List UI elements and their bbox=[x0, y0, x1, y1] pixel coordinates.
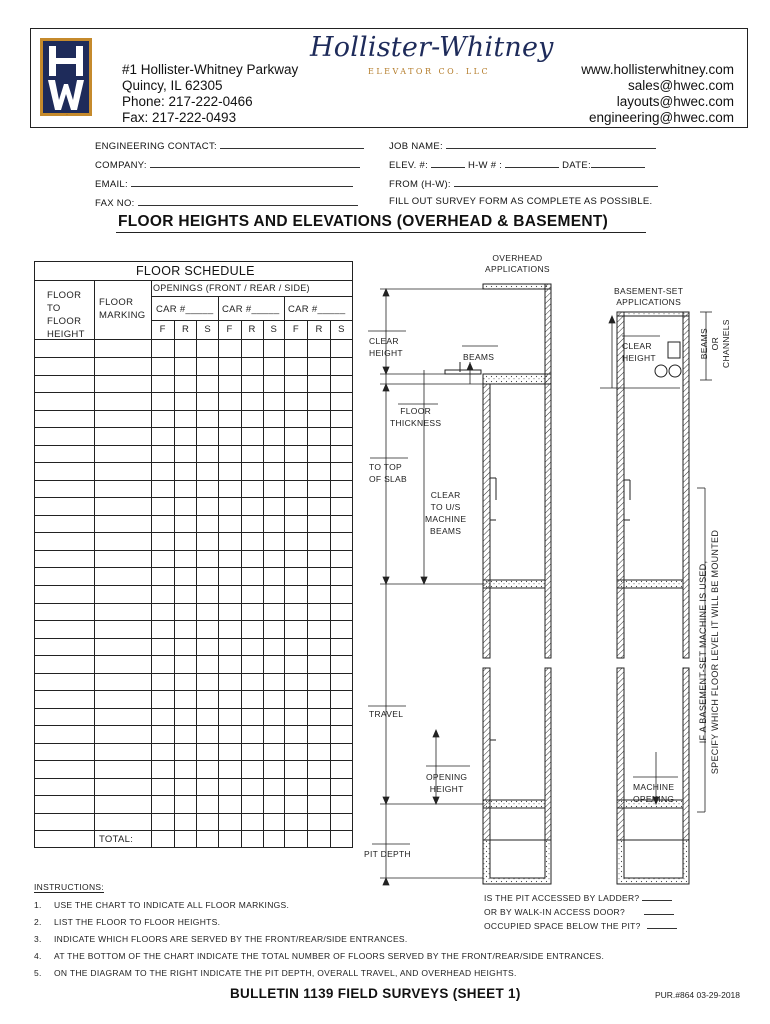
label-line: APPLICATIONS bbox=[485, 264, 550, 274]
label-line: OPENING bbox=[426, 772, 468, 782]
header-line: FLOOR bbox=[47, 290, 82, 301]
total-label: TOTAL: bbox=[99, 834, 134, 845]
sheave-icon bbox=[655, 365, 667, 377]
email-engineering[interactable]: engineering@hwec.com bbox=[588, 110, 734, 125]
label-line: THICKNESS bbox=[390, 418, 442, 428]
label-line: OVERHEAD bbox=[492, 253, 543, 263]
label-line: HEIGHT bbox=[429, 784, 464, 794]
subcol-header-f: F bbox=[226, 324, 233, 335]
label-line: FLOOR bbox=[400, 406, 432, 416]
header-line: MARKING bbox=[99, 310, 146, 321]
address-line: Quincy, IL 62305 bbox=[122, 78, 223, 93]
label-line: BEAMS bbox=[699, 328, 709, 360]
pit-depth-label: PIT DEPTH bbox=[364, 849, 411, 859]
email-sales[interactable]: sales@hwec.com bbox=[628, 78, 734, 93]
label-line: MACHINE bbox=[425, 514, 467, 524]
label-line: TO U/S bbox=[430, 502, 461, 512]
field-label: FROM (H-W): bbox=[389, 179, 451, 190]
instruction-text: INDICATE WHICH FLOORS ARE SERVED BY THE FRONT/REAR/SIDE ENTRANCES. bbox=[54, 934, 408, 944]
car-label-2: CAR #_____ bbox=[222, 304, 280, 315]
car-label-1: CAR #_____ bbox=[156, 304, 214, 315]
label-line: HEIGHT bbox=[622, 353, 656, 363]
label-line: OPENING bbox=[633, 794, 675, 804]
logo-subtitle: ELEVATOR CO. LLC bbox=[368, 67, 491, 76]
instruction-text: USE THE CHART TO INDICATE ALL FLOOR MARKINGS. bbox=[54, 900, 290, 910]
logo-script: Hollister-Whitney bbox=[310, 32, 554, 63]
label-line: BASEMENT-SET bbox=[614, 286, 684, 296]
instruction-number: 4. bbox=[34, 951, 42, 961]
clear-to-us-label bbox=[425, 489, 466, 537]
pit-questions bbox=[484, 891, 677, 933]
label-line: CLEAR bbox=[369, 336, 399, 346]
instruction-text: AT THE BOTTOM OF THE CHART INDICATE THE TOTAL NUMBER OF FLOORS SERVED BY THE FRONT/REAR/SIDE ENTRANCES. bbox=[54, 951, 605, 961]
openings-header: OPENINGS (FRONT / REAR / SIDE) bbox=[153, 283, 310, 293]
question-text: OR BY WALK-IN ACCESS DOOR? bbox=[484, 907, 625, 917]
label-line: CHANNELS bbox=[721, 319, 731, 368]
label-line: MACHINE bbox=[633, 782, 675, 792]
schedule-title: FLOOR SCHEDULE bbox=[136, 264, 255, 278]
opening-height-label bbox=[426, 771, 467, 795]
travel-label: TRAVEL bbox=[369, 709, 404, 719]
to-top-of-slab-label bbox=[369, 461, 407, 485]
subcol-header-s: S bbox=[270, 324, 278, 335]
instructions-heading bbox=[34, 882, 104, 892]
heading-text: INSTRUCTIONS: bbox=[34, 882, 105, 892]
label-line: OF SLAB bbox=[369, 474, 408, 484]
field-label: ELEV. #: bbox=[389, 160, 429, 171]
field-label: ENGINEERING CONTACT: bbox=[95, 141, 217, 152]
note-line: SPECIFY WHICH FLOOR LEVEL IT WILL BE MOUNTED bbox=[710, 529, 720, 775]
question-text: OCCUPIED SPACE BELOW THE PIT? bbox=[484, 921, 641, 931]
address-line: #1 Hollister-Whitney Parkway bbox=[122, 62, 299, 77]
field-label: H-W # : bbox=[467, 160, 503, 171]
field-label: FAX NO: bbox=[95, 198, 135, 209]
car-label-3: CAR #_____ bbox=[288, 304, 346, 315]
pit-question-occupied[interactable] bbox=[484, 919, 677, 933]
label-line: TO TOP bbox=[369, 462, 402, 472]
label-line: APPLICATIONS bbox=[616, 297, 682, 307]
instruction-text: ON THE DIAGRAM TO THE RIGHT INDICATE THE PIT DEPTH, OVERALL TRAVEL, AND OVERHEAD HEIGHTS. bbox=[54, 968, 517, 978]
label-line: CLEAR bbox=[622, 341, 652, 351]
label-line: CLEAR bbox=[430, 490, 461, 500]
question-text: IS THE PIT ACCESSED BY LADDER? bbox=[484, 893, 640, 903]
header-line: HEIGHT bbox=[47, 329, 85, 340]
field-label: EMAIL: bbox=[95, 179, 128, 190]
field-label: COMPANY: bbox=[95, 160, 147, 171]
clear-height-basement-label bbox=[622, 340, 656, 364]
email-layouts[interactable]: layouts@hwec.com bbox=[616, 94, 734, 109]
subcol-header-f: F bbox=[159, 324, 166, 335]
basement-set-applications-label bbox=[614, 286, 683, 308]
phone-line: Phone: 217-222-0466 bbox=[122, 94, 253, 109]
beams-label: BEAMS bbox=[463, 352, 495, 362]
subcol-header-r: R bbox=[182, 324, 190, 335]
label-line: HEIGHT bbox=[369, 348, 403, 358]
label-line: OR bbox=[710, 336, 720, 351]
header-line: TO bbox=[47, 303, 61, 314]
beams-or-channels-label bbox=[699, 319, 732, 368]
subcol-header-s: S bbox=[204, 324, 211, 335]
basement-note bbox=[697, 492, 721, 812]
instruction-number: 3. bbox=[34, 934, 42, 944]
machine-icon bbox=[668, 342, 680, 358]
svg-text:HW: HW bbox=[66, 115, 68, 116]
subcol-header-r: R bbox=[248, 324, 256, 335]
field-label: DATE: bbox=[562, 160, 591, 171]
instruction-number: 5. bbox=[34, 968, 42, 978]
floor-thickness-label bbox=[390, 405, 441, 429]
instruction-text: LIST THE FLOOR TO FLOOR HEIGHTS. bbox=[54, 917, 221, 927]
pit-question-door[interactable] bbox=[484, 905, 677, 919]
fill-note: FILL OUT SURVEY FORM AS COMPLETE AS POSSIBLE. bbox=[389, 196, 653, 207]
note-line: IF A BASEMENT-SET MACHINE IS USED, bbox=[698, 560, 708, 744]
field-label: JOB NAME: bbox=[389, 141, 443, 152]
subcol-header-s: S bbox=[338, 324, 345, 335]
instruction-number: 2. bbox=[34, 917, 42, 927]
bulletin-title: BULLETIN 1139 FIELD SURVEYS (SHEET 1) bbox=[230, 986, 521, 1001]
subcol-header-f: F bbox=[292, 324, 299, 335]
sheave-icon bbox=[669, 365, 681, 377]
fax-line: Fax: 217-222-0493 bbox=[122, 110, 237, 125]
instruction-number: 1. bbox=[34, 900, 42, 910]
label-line: BEAMS bbox=[430, 526, 462, 536]
section-title: FLOOR HEIGHTS AND ELEVATIONS (OVERHEAD & BASEMENT) bbox=[118, 213, 609, 230]
website-link[interactable]: www.hollisterwhitney.com bbox=[581, 62, 734, 77]
header-line: FLOOR bbox=[47, 316, 82, 327]
machine-opening-label bbox=[633, 781, 674, 805]
header-line: FLOOR bbox=[99, 297, 134, 308]
overhead-applications-label bbox=[485, 253, 550, 275]
subcol-header-r: R bbox=[315, 324, 323, 335]
clear-height-label bbox=[369, 335, 403, 359]
pur-number: PUR.#864 03-29-2018 bbox=[654, 990, 740, 1000]
pit-question-ladder[interactable] bbox=[484, 891, 677, 905]
